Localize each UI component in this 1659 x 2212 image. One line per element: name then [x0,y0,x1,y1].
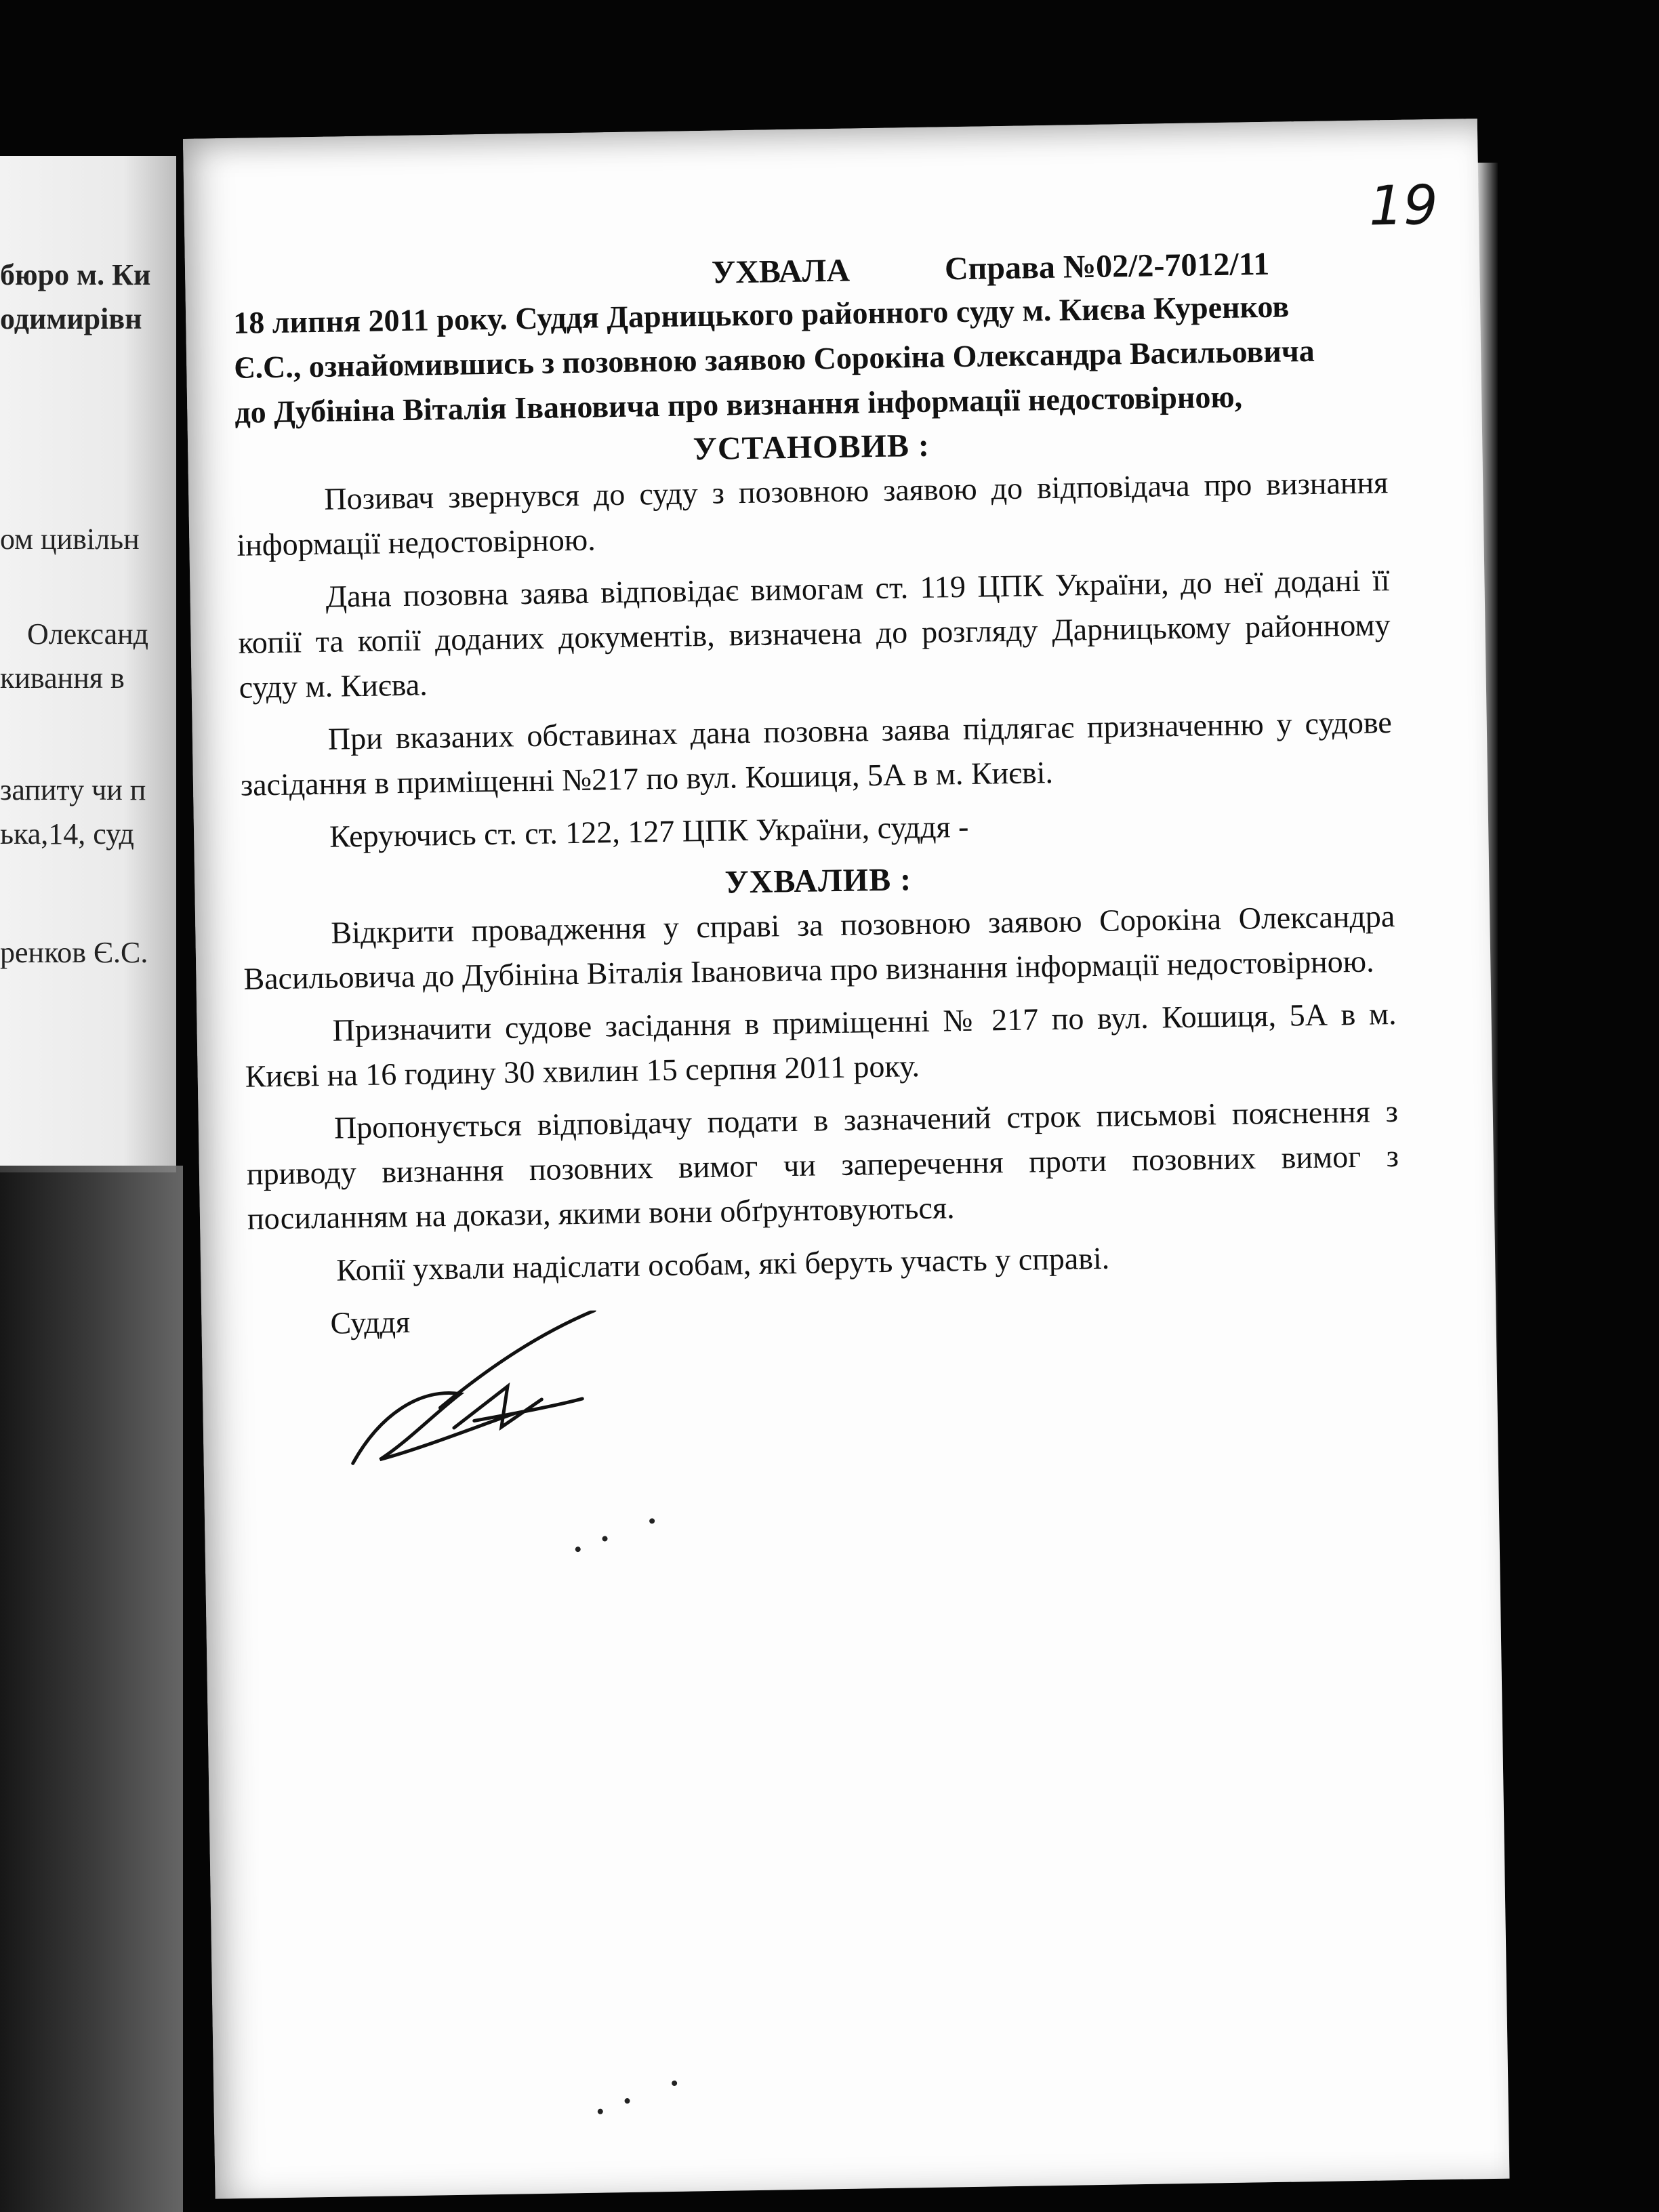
judge-label: Суддя [330,1304,411,1340]
judge-signature-block [249,1284,1404,1506]
intro-paragraph [233,283,1387,435]
signature-icon [337,1310,624,1477]
case-number: Справа №02/2-7012/11 [944,245,1270,287]
left-page-fragment: ом цивільн [0,523,140,556]
intro-line: Є.С., ознайомившись з позовною заявою Сорокіна Олександра Васильовича [233,333,1315,385]
left-page-fragment: запиту чи п [0,773,146,806]
ruled-paragraph: Пропонується відповідачу подати в зазначений строк письмові пояснення з приводу визнання позовних вимог чи заперечення проти позовних вимог з посиланням на докази, якими вони обґрунтовуються. [246,1094,1399,1236]
established-paragraph: Дана позовна заява відповідає вимогам ст. 119 ЦПК України, до неї додані її копії та копії доданих документів, визначена до розгляду Дарницькому районному суду м. Києва. [238,562,1391,705]
document-page [183,119,1510,2199]
left-page-fragment: бюро м. Ки [0,258,151,291]
intro-line: до Дубініна Віталія Івановича про визнання інформації недостовірною, [234,379,1243,430]
ruled-heading: УХВАЛИВ : [724,861,912,901]
paper-specks [593,2070,689,2125]
ruled-paragraph: Відкрити провадження у справі за позовною заявою Сорокіна Олександра Васильовича до Дубініна Віталія Івановича про визнання інформації недостовірною. [243,899,1395,996]
established-paragraph: Керуючись ст. ст. 122, 127 ЦПК України, суддя - [329,808,969,854]
left-background-page [0,156,176,1172]
established-heading: УСТАНОВИВ : [693,427,930,468]
established-paragraph: При вказаних обставинах дана позовна заява підлягає призначенню у судове засідання в приміщенні №217 по вул. Кошиця, 5А в м. Києві. [240,705,1393,802]
ruled-paragraph: Призначити судове засідання в приміщенні № 217 по вул. Кошиця, 5А в м. Києві на 16 годину 30 хвилин 15 серпня 2011 року. [245,996,1397,1094]
left-page-fragment: Олександ [27,617,149,651]
left-page-fragment: одимирівн [0,302,142,335]
left-page-fragment: кивання в [0,661,125,695]
left-page-fragment: ька,14, суд [0,817,134,851]
document-content [232,242,1404,1505]
left-page-fragment: ренков Є.С. [0,936,148,969]
left-shadow [0,1166,183,2212]
page-number: 19 [1368,173,1439,238]
paper-specks [571,1507,666,1563]
established-paragraph: Позивач звернувся до суду з позовною заявою до відповідача про визнання інформації недостовірною. [237,465,1389,562]
ruled-paragraph: Копії ухвали надіслати особам, які беруть участь у справі. [335,1240,1110,1288]
intro-line: 18 липня 2011 року. Суддя Дарницького районного суду м. Києва Куренков [232,289,1290,340]
document-title: УХВАЛА [711,252,851,291]
